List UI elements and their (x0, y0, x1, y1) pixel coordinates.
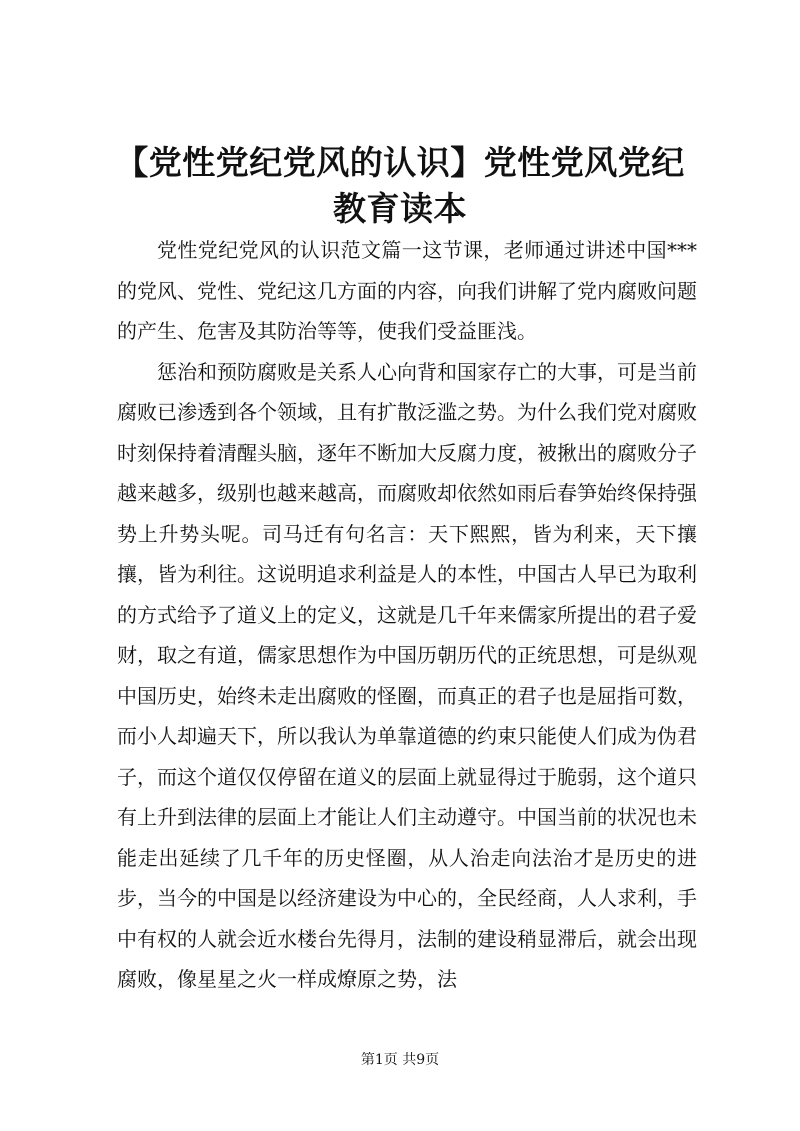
document-title: 【党性党纪党风的认识】党性党风党纪教育读本 (115, 143, 685, 228)
page-footer: 第1页 共9页 (360, 1052, 440, 1068)
paragraph-1: 党性党纪党风的认识范文篇一这节课，老师通过讲述中国***的党风、党性、党纪这几方面的内容，向我们讲解了党内腐败问题的产生、危害及其防治等等，使我们受益匪浅。 (117, 238, 697, 343)
document-body (117, 230, 697, 1000)
paragraph-2: 惩治和预防腐败是关系人心向背和国家存亡的大事，可是当前腐败已渗透到各个领域，且有扩散泛滥之势。为什么我们党对腐败时刻保持着清醒头脑，逐年不断加大反腐力度，被揪出的腐败分子越来越多，级别也越来越高，而腐败却依然如雨后春笋始终保持强势上升势头呢。司马迁有句名言：天下熙熙，皆为利来，天下攘攘，皆为利往。这说明追求利益是人的本性，中国古人早已为取利的方式给予了道义上的定义，这就是几千年来儒家所提出的君子爱财，取之有道，儒家思想作为中国历朝历代的正统思想，可是纵观中国历史，始终未走出腐败的怪圈，而真正的君子也是屈指可数，而小人却遍天下，所以我认为单靠道德的约束只能使人们成为伪君子，而这个道仅仅停留在道义的层面上就显得过于脆弱，这个道只有上升到法律的层面上才能让人们主动遵守。中国当前的状况也未能走出延续了几千年的历史怪圈，从人治走向法治才是历史的进步，当今的中国是以经济建设为中心的，全民经商，人人求利，手中有权的人就会近水楼台先得月，法制的建设稍显滞后，就会出现腐败，像星星之火一样成燎原之势，法 (117, 359, 697, 991)
